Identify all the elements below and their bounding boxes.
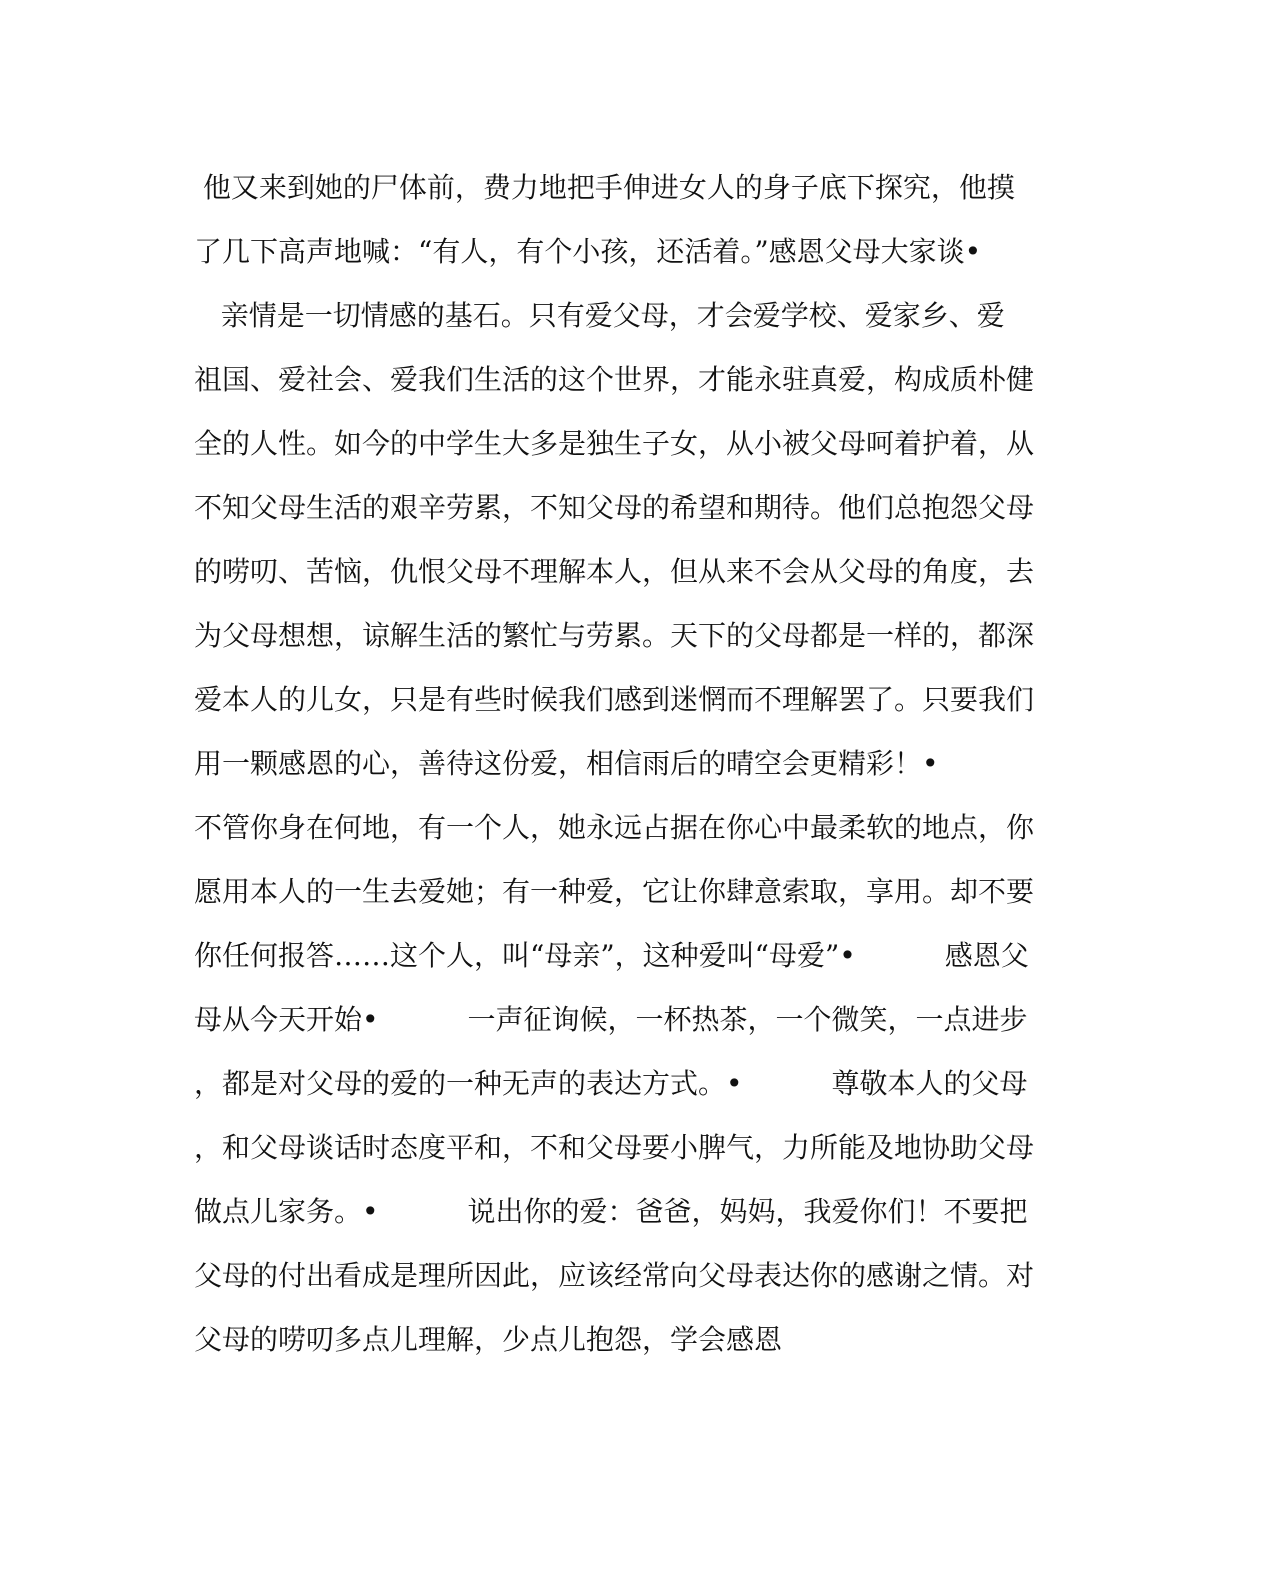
text-line: 祖国、爱社会、爱我们生活的这个世界，才能永驻真爱，构成质朴健 <box>194 363 1035 396</box>
text-line: 为父母想想，谅解生活的繁忙与劳累。天下的父母都是一样的，都深 <box>194 619 1035 652</box>
text-line: 亲情是一切情感的基石。只有爱父母，才会爱学校、爱家乡、爱 <box>194 299 1005 332</box>
text-line: 不管你身在何地，有一个人，她永远占据在你心中最柔软的地点，你 <box>194 811 1035 844</box>
text-line: 全的人性。如今的中学生大多是独生子女，从小被父母呵着护着，从 <box>194 427 1035 460</box>
text-line: 用一颗感恩的心，善待这份爱，相信雨后的晴空会更精彩！• <box>194 747 939 780</box>
text-line: ，都是对父母的爱的一种无声的表达方式。• 尊敬本人的父母 <box>194 1067 1028 1100</box>
body-text <box>194 156 1064 1372</box>
text-line: 母从今天开始• 一声征询候，一杯热茶，一个微笑，一点进步 <box>194 1003 1028 1036</box>
text-line: 爱本人的儿女，只是有些时候我们感到迷惘而不理解罢了。只要我们 <box>194 683 1035 716</box>
text-line: 愿用本人的一生去爱她；有一种爱，它让你肆意索取，享用。却不要 <box>194 875 1035 908</box>
text-line: ，和父母谈话时态度平和，不和父母要小脾气，力所能及地协助父母 <box>194 1131 1035 1164</box>
text-line: 不知父母生活的艰辛劳累，不知父母的希望和期待。他们总抱怨父母 <box>194 491 1035 524</box>
text-line: 你任何报答……这个人，叫“母亲”，这种爱叫“母爱”• 感恩父 <box>194 939 1029 972</box>
text-line: 父母的付出看成是理所因此，应该经常向父母表达你的感谢之情。对 <box>194 1259 1035 1292</box>
text-line: 了几下高声地喊：“有人，有个小孩，还活着。”感恩父母大家谈• <box>194 235 982 268</box>
text-line: 父母的唠叨多点儿理解，少点儿抱怨，学会感恩 <box>194 1323 783 1356</box>
text-line: 做点儿家务。• 说出你的爱：爸爸，妈妈，我爱你们！不要把 <box>194 1195 1028 1228</box>
text-line: 的唠叨、苦恼，仇恨父母不理解本人，但从来不会从父母的角度，去 <box>194 555 1035 588</box>
text-line: 他又来到她的尸体前，费力地把手伸进女人的身子底下探究，他摸 <box>194 171 1015 204</box>
